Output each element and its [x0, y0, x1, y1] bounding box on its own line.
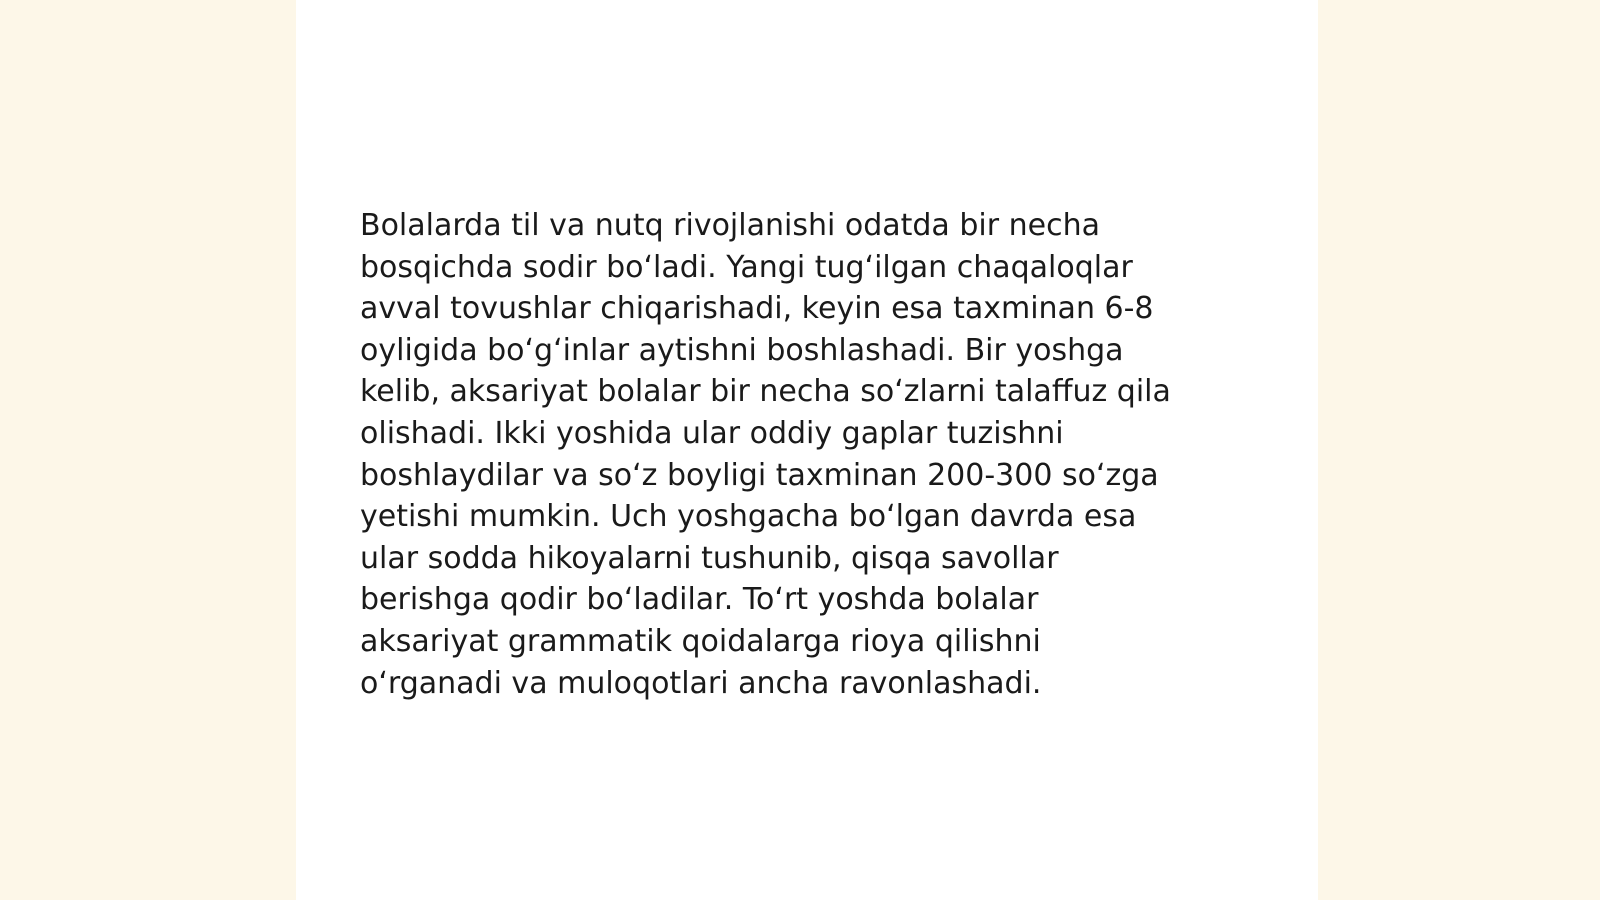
- paragraph-line: avval tovushlar chiqarishadi, keyin esa taxminan 6-8: [360, 291, 1154, 327]
- paragraph-line: bosqichda sodir boʻladi. Yangi tugʻilgan chaqaloqlar: [360, 249, 1133, 285]
- document-page: [296, 0, 1318, 900]
- paragraph-line: olishadi. Ikki yoshida ular oddiy gaplar tuzishni: [360, 415, 1064, 451]
- paragraph-line: yetishi mumkin. Uch yoshgacha boʻlgan davrda esa: [360, 499, 1137, 535]
- body-paragraph: [360, 205, 1240, 704]
- paragraph-line: boshlaydilar va soʻz boyligi taxminan 200-300 soʻzga: [360, 457, 1159, 493]
- paragraph-line: berishga qodir boʻladilar. Toʻrt yoshda bolalar: [360, 582, 1039, 618]
- paragraph-line: aksariyat grammatik qoidalarga rioya qilishni: [360, 623, 1041, 659]
- paragraph-line: oyligida boʻgʻinlar aytishni boshlashadi. Bir yoshga: [360, 332, 1124, 368]
- paragraph-line: oʻrganadi va muloqotlari ancha ravonlashadi.: [360, 665, 1042, 701]
- paragraph-line: Bolalarda til va nutq rivojlanishi odatda bir necha: [360, 208, 1100, 243]
- paragraph-line: ular sodda hikoyalarni tushunib, qisqa savollar: [360, 540, 1059, 576]
- paragraph-line: kelib, aksariyat bolalar bir necha soʻzlarni talaffuz qila: [360, 374, 1171, 410]
